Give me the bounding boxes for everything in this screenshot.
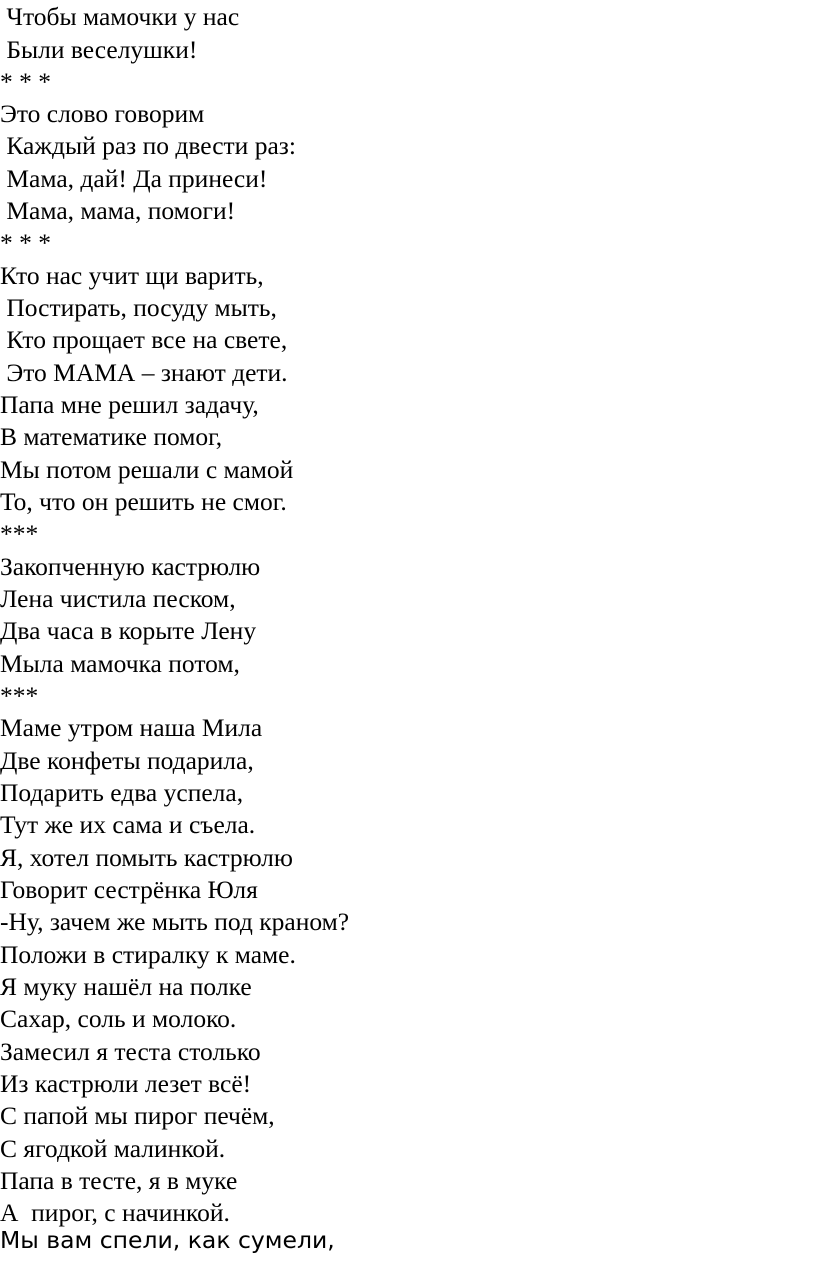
poem-line: Мы вам спели, как сумели, — [0, 1226, 335, 1254]
section-divider: * * * — [0, 228, 51, 257]
poem-line: Из кастрюли лезет всё! — [0, 1069, 252, 1098]
poem-line: -Ну, зачем же мыть под краном? — [0, 907, 350, 936]
poem-line: Папа мне решил задачу, — [0, 390, 259, 419]
poem-line: То, что он решить не смог. — [0, 487, 287, 516]
poem-line: Замесил я теста столько — [0, 1037, 261, 1066]
poem-line: Были веселушки! — [0, 35, 198, 64]
poem-line: А пирог, с начинкой. — [0, 1198, 230, 1227]
poem-line: Подарить едва успела, — [0, 778, 244, 807]
poem-line: Лена чистила песком, — [0, 584, 236, 613]
poem-line: Я, хотел помыть кастрюлю — [0, 843, 293, 872]
poem-line: Положи в стиралку к маме. — [0, 940, 296, 969]
poem-line: Сахар, соль и молоко. — [0, 1004, 237, 1033]
poem-line: Мама, дай! Да принеси! — [0, 164, 268, 193]
poem-line: С ягодкой малинкой. — [0, 1134, 226, 1163]
poem-line: Чтобы мамочки у нас — [0, 2, 240, 31]
poem-line: С папой мы пирог печём, — [0, 1101, 275, 1130]
poem-line: Мыла мамочка потом, — [0, 649, 240, 678]
poem-line: Кто прощает все на свете, — [0, 325, 288, 354]
poem-line: Папа в тесте, я в муке — [0, 1166, 238, 1195]
poem-line: Это МАМА – знают дети. — [0, 358, 288, 387]
section-divider: *** — [0, 681, 39, 710]
poem-line: Постирать, посуду мыть, — [0, 293, 277, 322]
poem-line: Тут же их сама и съела. — [0, 810, 256, 839]
poem-line: Кто нас учит щи варить, — [0, 261, 264, 290]
poem-line: Говорит сестрёнка Юля — [0, 875, 258, 904]
poem-line: Мы потом решали с мамой — [0, 455, 294, 484]
poem-line: Я муку нашёл на полке — [0, 972, 252, 1001]
poem-line: Маме утром наша Мила — [0, 713, 263, 742]
poem-line: Каждый раз по двести раз: — [0, 131, 296, 160]
poem-line: Закопченную кастрюлю — [0, 552, 261, 581]
poem-line: Это слово говорим — [0, 99, 205, 128]
poem-line: Мама, мама, помоги! — [0, 196, 236, 225]
section-divider: *** — [0, 519, 39, 548]
section-divider: * * * — [0, 67, 51, 96]
poem-line: В математике помог, — [0, 422, 223, 451]
poem-line: Две конфеты подарила, — [0, 746, 254, 775]
poem-line: Два часа в корыте Лену — [0, 616, 257, 645]
